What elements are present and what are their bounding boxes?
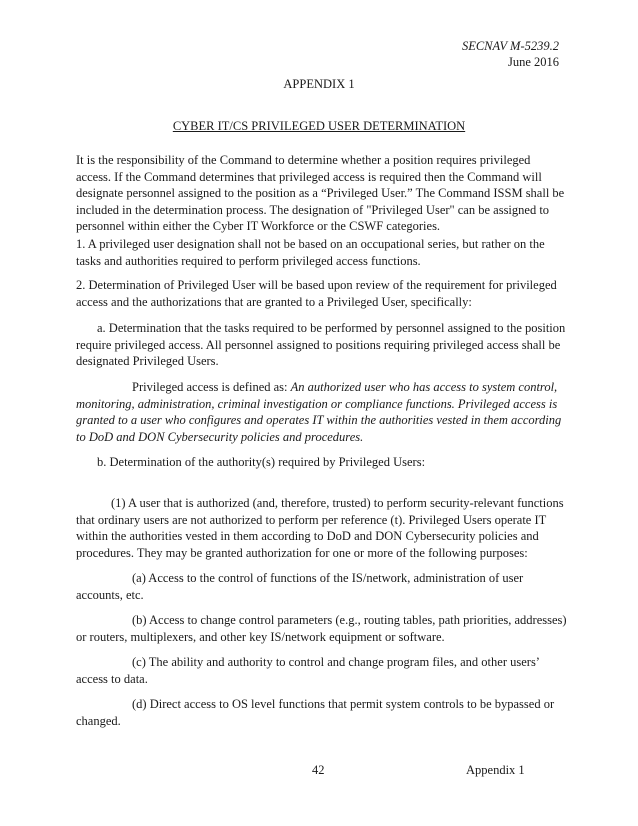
definition-lead: Privileged access is defined as: [132, 380, 291, 394]
document-id: SECNAV M-5239.2 [461, 39, 559, 53]
paragraph-b: b. Determination of the authority(s) required by Privileged Users: [97, 455, 426, 469]
definition-text: An authorized user who has access to system control, monitoring, administration, criminal investigation or compliance functions. Privileged access is granted to a user who configures and operates IT within the authorities vested in them according to DoD and DON Cybersecurity policies and procedures. [76, 380, 562, 444]
footer-label: Appendix 1 [466, 763, 525, 777]
document-date: June 2016 [507, 55, 559, 69]
paragraph-2: 2. Determination of Privileged User will be based upon review of the requirement for privileged access and the authorizations that are granted to a Privileged User, specifically: [76, 278, 557, 309]
paragraph-b-1: (1) A user that is authorized (and, therefore, trusted) to perform security-relevant functions that ordinary users are not authorized to perform per reference (t). Privileged Users operate IT within the authorities vested in them according to DoD and DON Cybersecurity policies and procedures. They may be granted authorization for one or more of the following purposes: [76, 496, 564, 560]
document-header [462, 38, 559, 70]
purpose-item-a: (a) Access to the control of functions of the IS/network, administration of user accounts, etc. [76, 571, 524, 602]
purpose-item-b: (b) Access to change control parameters (e.g., routing tables, path priorities, addresses) or routers, multiplexers, and other key IS/network equipment or software. [76, 613, 567, 644]
appendix-title: APPENDIX 1 [283, 77, 355, 91]
paragraph-a: a. Determination that the tasks required to be performed by personnel assigned to the position require privileged access. All personnel assigned to positions requiring privileged access shall be designated Privileged Users. [76, 321, 566, 368]
section-title-wrap [0, 118, 638, 134]
paragraph-1: 1. A privileged user designation shall not be based on an occupational series, but rather on the tasks and authorities required to perform privileged access functions. [76, 237, 545, 268]
page-number: 42 [312, 763, 325, 777]
intro-paragraph: It is the responsibility of the Command to determine whether a position requires privileged access. If the Command determines that privileged access is required then the Command will designate personnel assigned to the position as a “Privileged User.” The Command ISSM shall be included in the determination process. The designation of "Privileged User" can be assigned to personnel within either the Cyber IT Workforce or the CSWF categories. [76, 153, 565, 233]
purpose-item-c: (c) The ability and authority to control and change program files, and other users’ access to data. [76, 655, 540, 686]
purpose-item-d: (d) Direct access to OS level functions that permit system controls to be bypassed or changed. [76, 697, 555, 728]
definition-paragraph [76, 379, 568, 445]
section-title: CYBER IT/CS PRIVILEGED USER DETERMINATION [172, 119, 466, 133]
